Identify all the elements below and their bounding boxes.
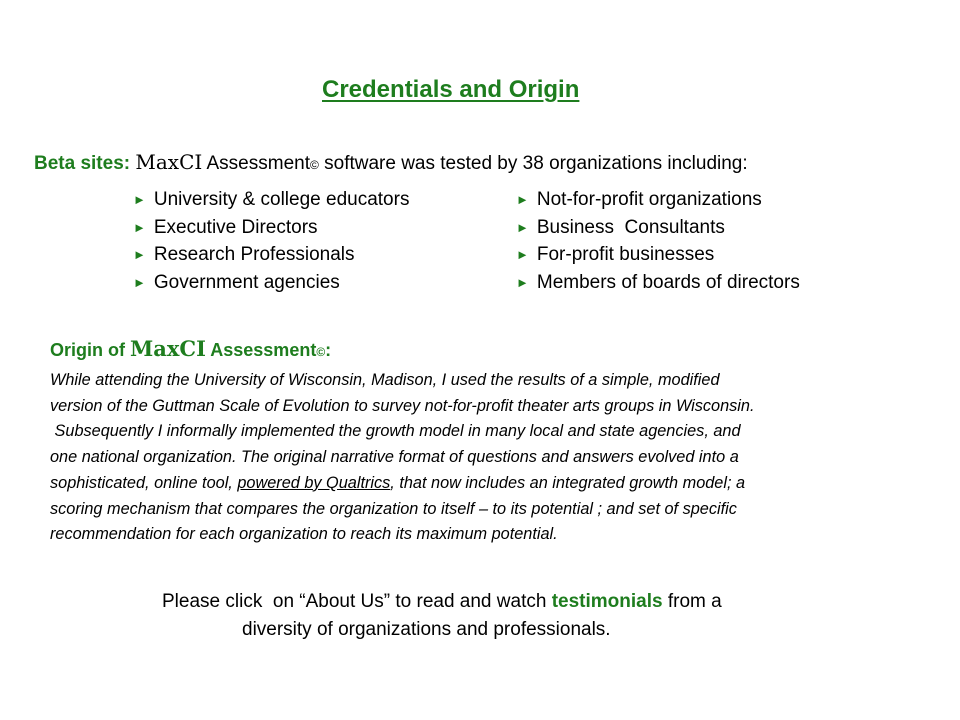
arrow-bullet-icon: ► (516, 219, 529, 235)
testimonials-highlight: testimonials (551, 591, 663, 612)
copyright-mark: © (310, 158, 319, 172)
product-name: Assessment (202, 153, 310, 174)
paragraph-line: version of the Guttman Scale of Evolution to survey not-for-profit theater arts groups in Wisconsin. (50, 396, 755, 415)
bullet-list-left (133, 186, 409, 296)
arrow-bullet-icon: ► (516, 274, 529, 290)
list-item: ► Business Consultants (516, 216, 725, 238)
copyright-mark: © (316, 345, 326, 359)
arrow-bullet-icon: ► (133, 192, 146, 207)
brand-name: MaxCI (130, 336, 206, 361)
brand-name: MaxCI (135, 150, 203, 174)
arrow-bullet-icon: ► (133, 247, 146, 262)
paragraph-line: sophisticated, online tool, powered by Qualtrics, that now includes an integrated growth model; a (50, 473, 746, 492)
arrow-bullet-icon: ► (133, 274, 146, 290)
paragraph-line: one national organization. The original narrative format of questions and answers evolved into a (50, 448, 739, 467)
paragraph-line: Subsequently I informally implemented the growth model in many local and state agencies, and (50, 422, 741, 441)
origin-heading: Origin of MaxCI Assessment©: (50, 336, 332, 361)
list-item: ► Research Professionals (133, 244, 355, 265)
arrow-bullet-icon: ► (516, 247, 529, 262)
beta-sites-label: Beta sites: (34, 153, 131, 174)
bullet-list-right (516, 186, 800, 296)
paragraph-line: recommendation for each organization to reach its maximum potential. (50, 525, 558, 544)
list-item: ► University & college educators (133, 189, 410, 210)
origin-paragraph (50, 368, 920, 548)
closing-message: Please click on “About Us” to read and watch testimonials from a diversity of organizations and professionals. (162, 591, 722, 640)
paragraph-line: scoring mechanism that compares the organization to itself – to its potential ; and set of specific (50, 499, 737, 518)
arrow-bullet-icon: ► (516, 192, 529, 207)
beta-sites-description: software was tested by 38 organizations including: (318, 153, 748, 174)
page-title: Credentials and Origin (322, 76, 580, 103)
list-item: ► Members of boards of directors (516, 271, 800, 293)
beta-sites-line (34, 150, 748, 175)
list-item: ► Executive Directors (133, 216, 318, 238)
list-item: ► Government agencies (133, 271, 340, 293)
paragraph-line: While attending the University of Wisconsin, Madison, I used the results of a simple, modified (50, 371, 720, 389)
list-item: ► For-profit businesses (516, 244, 715, 265)
qualtrics-link[interactable]: powered by Qualtrics (237, 473, 391, 492)
list-item: ► Not-for-profit organizations (516, 189, 762, 210)
arrow-bullet-icon: ► (133, 219, 146, 235)
